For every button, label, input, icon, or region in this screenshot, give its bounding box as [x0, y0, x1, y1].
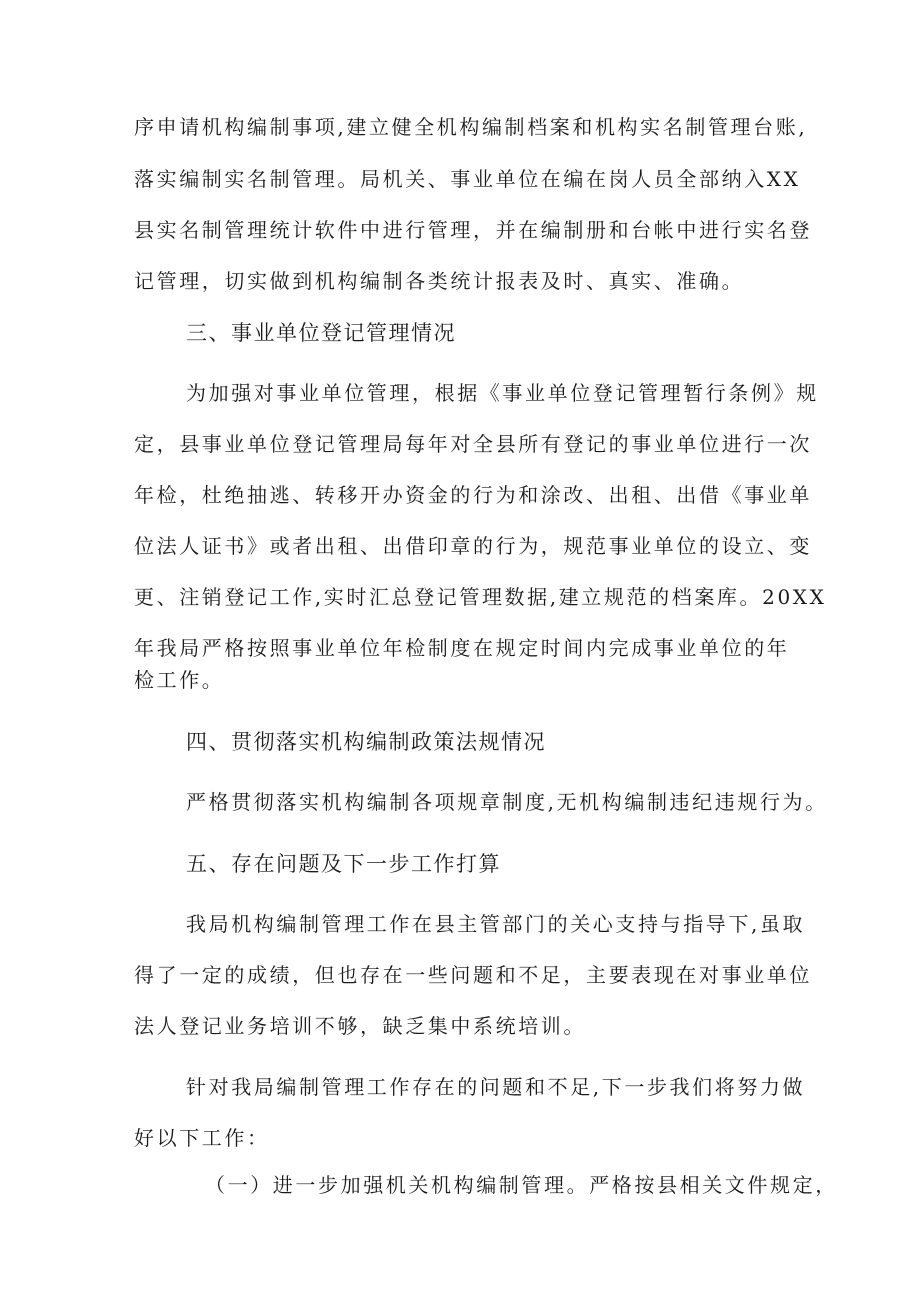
paragraph-2-line-4: 位法人证书》或者出租、出借印章的行为，规范事业单位的设立、变 [134, 534, 812, 558]
paragraph-1-line-3: 县实名制管理统计软件中进行管理，并在编制册和台帐中进行实名登 [134, 218, 812, 242]
paragraph-2-line-5: 更、注销登记工作,实时汇总登记管理数据,建立规范的档案库。20XX [134, 585, 827, 609]
paragraph-2-line-7: 检工作。 [134, 668, 225, 692]
paragraph-2-line-2: 定，县事业单位登记管理局每年对全县所有登记的事业单位进行一次 [134, 432, 812, 456]
paragraph-5-line-2: 好以下工作： [134, 1126, 270, 1150]
paragraph-3-line-1: 严格贯彻落实机构编制各项规章制度,无机构编制违纪违规行为。 [186, 790, 828, 814]
section-heading-5: 五、存在问题及下一步工作打算 [186, 852, 501, 876]
section-heading-4: 四、贯彻落实机构编制政策法规情况 [186, 730, 546, 754]
paragraph-4-line-1: 我局机构编制管理工作在县主管部门的关心支持与指导下,虽取 [186, 912, 806, 936]
paragraph-1-line-4: 记管理，切实做到机构编制各类统计报表及时、真实、准确。 [134, 269, 745, 293]
paragraph-6-line-1: （一）进一步加强机关机构编制管理。严格按县相关文件规定， [205, 1173, 838, 1197]
paragraph-2-line-1: 为加强对事业单位管理，根据《事业单位登记管理暂行条例》规 [186, 381, 819, 405]
paragraph-2-line-3: 年检，杜绝抽逃、转移开办资金的行为和涂改、出租、出借《事业单 [134, 483, 812, 507]
paragraph-5-line-1: 针对我局编制管理工作存在的问题和不足,下一步我们将努力做 [186, 1075, 806, 1099]
paragraph-1-line-1: 序申请机构编制事项,建立健全机构编制档案和机构实名制管理台账, [134, 115, 808, 139]
section-heading-3: 三、事业单位登记管理情况 [186, 321, 456, 345]
paragraph-2-line-6: 年我局严格按照事业单位年检制度在规定时间内完成事业单位的年 [134, 636, 790, 660]
paragraph-4-line-2: 得了一定的成绩，但也存在一些问题和不足，主要表现在对事业单位 [134, 963, 812, 987]
paragraph-1-line-2: 落实编制实名制管理。局机关、事业单位在编在岗人员全部纳入XX [134, 167, 801, 191]
paragraph-4-line-3: 法人登记业务培训不够，缺乏集中系统培训。 [134, 1014, 586, 1038]
